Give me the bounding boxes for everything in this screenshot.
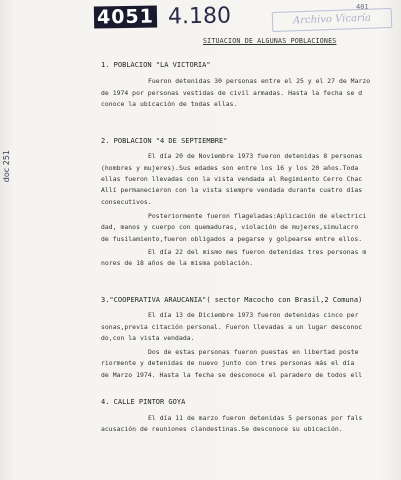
section-4-line: acusación de reuniones clandestinas.Se desconoce su ubicación. <box>101 425 343 433</box>
section-3-line: do,con la vista vendada. <box>101 334 195 342</box>
section-2-line: El día 20 de Noviembre 1973 fueron detenidas 8 personas <box>148 152 363 160</box>
section-2-line: Allí permanecieron con la vista siempre vendada durante cuatro días <box>101 186 363 194</box>
document-title: SITUACION DE ALGUNAS POBLACIONES <box>203 37 337 45</box>
section-2-line: nores de 18 años de la misma población. <box>101 259 254 267</box>
section-2-line: El día 22 del mismo mes fueron detenidas tres personas m <box>148 248 367 256</box>
side-note: doc 251 <box>2 150 11 183</box>
section-1-line: conoce la ubicación de todas ellas. <box>101 100 238 108</box>
section-2-line: consecutivos. <box>101 198 152 206</box>
section-3-line: sonas,previa citación personal. Fueron llevadas a un lugar desconoc <box>101 323 363 331</box>
section-3-line: El día 13 de Diciembre 1973 fueron detenidas cinco per <box>148 311 359 319</box>
section-1-line: de 1974 por personas vestidas de civil armadas. Hasta la fecha se d <box>101 89 363 97</box>
section-2-line: Posteriormente fueron flageladas:Aplicación de electrici <box>148 212 367 220</box>
section-4-heading: 4. CALLE PINTOR GOYA <box>101 398 186 406</box>
section-3-line: de Marzo 1974. Hasta la fecha se desconoce el paradero de todos ell <box>101 371 363 379</box>
section-2-line: (hombres y mujeres).Sus edades son entre los 16 y los 20 años.Toda <box>101 164 359 172</box>
section-1-heading: 1. POBLACION "LA VICTORIA" <box>101 61 211 69</box>
section-2-line: de fusilamiento,fueron obligados a pegarse y golpearse entre ellos. <box>101 235 363 243</box>
section-3-line: Dos de estas personas fueron puestas en libertad poste <box>148 348 359 356</box>
section-2-line: ellas fueron llevadas con la vista vendada al Regimiento Cerro Chac <box>101 175 363 183</box>
section-2-heading: 2. POBLACION "4 DE SEPTIEMBRE" <box>101 137 228 145</box>
section-3-heading: 3."COOPERATIVA ARAUCANIA"( sector Macocho con Brasil,2 Comuna) <box>101 296 363 304</box>
section-1-line: Fueron detenidas 30 personas entre el 25 y el 27 de Marzo <box>148 77 371 85</box>
archive-stamp: Archivo Vicaría <box>272 8 393 32</box>
section-2-line: dad, manos y cuerpo con quemaduras, violación de mujeres,simulacro <box>101 223 359 231</box>
section-3-line: riormente y detenidas de nuevo junto con tres personas más el día <box>101 359 355 367</box>
stamp-number: 4051 <box>94 5 157 28</box>
document-number: 4.180 <box>167 3 232 30</box>
corner-number: 401 <box>356 3 369 11</box>
section-4-line: El día 11 de marzo fueron detenidas 5 personas por fals <box>148 414 363 422</box>
